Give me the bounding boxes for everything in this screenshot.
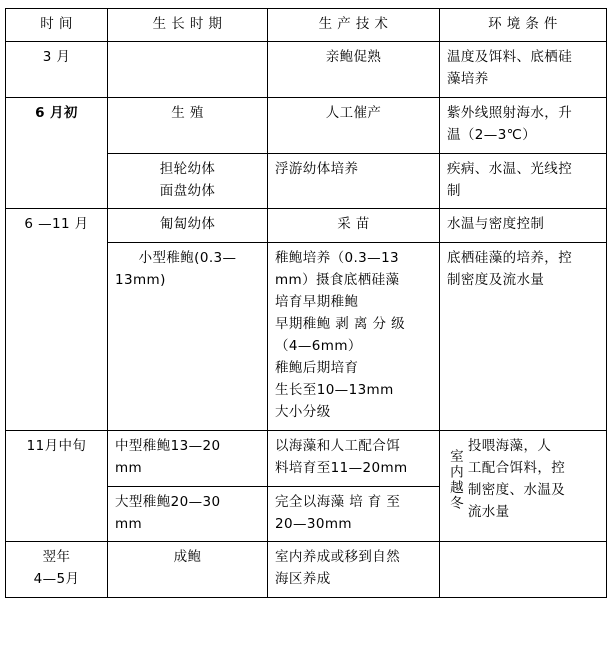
cell-stage-reproduction xyxy=(108,97,268,153)
table-header-row xyxy=(6,9,607,42)
time-line: 翌年 xyxy=(42,549,71,566)
tech-line: 料培育至11—20mm xyxy=(275,459,408,476)
cell-stage-creeping-larvae xyxy=(108,209,268,243)
column-header-production-technique: 生 产 技 术 xyxy=(268,9,440,42)
cell-tech-juvenile-rearing xyxy=(268,243,440,430)
tech-line: 浮游幼体培养 xyxy=(275,160,359,177)
stage-line: 面盘幼体 xyxy=(159,182,216,199)
tech-line: 海区养成 xyxy=(275,571,331,588)
env-line: 制密度及流水量 xyxy=(447,272,545,289)
cell-stage-adult-abalone xyxy=(108,542,268,598)
env-line: 投喂海藻，人 xyxy=(467,437,552,454)
cell-tech-seed-collection xyxy=(268,209,440,243)
tech-line: 室内养成或移到自然 xyxy=(275,549,401,566)
cell-time-next-year-april-may xyxy=(6,542,108,598)
cell-tech-planktonic-larvae xyxy=(268,153,440,209)
vertical-label-indoor-overwintering: 室内越冬 xyxy=(446,448,463,511)
stage-line: 小型稚鲍(0.3— xyxy=(138,250,237,267)
tech-line: 人工催产 xyxy=(325,104,382,121)
time-line: 4—5月 xyxy=(33,571,80,588)
cell-time-march: 3 月 xyxy=(6,41,108,97)
env-line: 制 xyxy=(447,182,461,199)
stage-line: mm xyxy=(115,459,143,476)
stage-line: 大型稚鲍20—30 xyxy=(115,493,221,510)
tech-line: 培育早期稚鲍 xyxy=(275,294,359,311)
tech-line: 稚鲍后期培育 xyxy=(275,359,359,376)
cell-tech-seaweed-only xyxy=(268,486,440,542)
tech-line: 亲鲍促熟 xyxy=(325,48,382,65)
cell-tech-march xyxy=(268,41,440,97)
cell-time-early-june: 6 月初 xyxy=(6,97,108,209)
table-row xyxy=(6,430,607,486)
cell-tech-grow-out xyxy=(268,542,440,598)
tech-line: 稚鲍培养（0.3—13 xyxy=(275,250,400,267)
cell-stage-small-juvenile xyxy=(108,243,268,430)
table-row xyxy=(6,41,607,97)
table-row xyxy=(6,209,607,243)
env-line: 工配合饵料，控 xyxy=(467,459,566,476)
stage-line: 中型稚鲍13—20 xyxy=(115,437,221,454)
env-line: 温度及饵料、底栖硅 xyxy=(447,48,573,65)
stage-line: 匍匐幼体 xyxy=(159,216,216,233)
cell-env-disease-temp-light xyxy=(440,153,607,209)
column-header-time: 时 间 xyxy=(6,9,108,42)
cell-env-temp-density xyxy=(440,209,607,243)
env-line: 流水量 xyxy=(467,503,510,520)
tech-line: mm）摄食底栖硅藻 xyxy=(275,272,400,289)
env-line: 底栖硅藻的培养，控 xyxy=(447,250,573,267)
cell-env-empty xyxy=(440,542,607,598)
tech-line: 以海藻和人工配合饵 xyxy=(275,437,401,454)
stage-line: mm xyxy=(115,515,143,532)
stage-line: 担轮幼体 xyxy=(159,160,216,177)
tech-line: 20—30mm xyxy=(275,515,352,532)
cell-env-uv-seawater xyxy=(440,97,607,153)
tech-line: 采 苗 xyxy=(337,216,370,233)
stage-line: 13mm) xyxy=(115,272,166,289)
cell-stage-medium-juvenile xyxy=(108,430,268,486)
cell-env-march xyxy=(440,41,607,97)
stage-line: 成鲍 xyxy=(173,549,202,566)
cell-env-overwintering-indoors xyxy=(440,430,607,542)
env-line: 温（2—3℃） xyxy=(447,126,537,143)
production-schedule-table xyxy=(5,8,607,598)
tech-line: 大小分级 xyxy=(275,403,331,420)
cell-time-mid-november: 11月中旬 xyxy=(6,430,108,542)
env-line: 水温与密度控制 xyxy=(447,216,545,233)
tech-line: 完全以海藻 培 育 至 xyxy=(275,493,401,510)
cell-stage-large-juvenile xyxy=(108,486,268,542)
tech-line: （4—6mm） xyxy=(275,338,362,355)
tech-line: 早期稚鲍 剥 离 分 级 xyxy=(275,316,405,333)
stage-line: 生 殖 xyxy=(171,104,204,121)
env-line: 紫外线照射海水，升 xyxy=(447,104,573,121)
tech-line: 生长至10—13mm xyxy=(275,381,394,398)
env-line: 藻培养 xyxy=(447,70,489,87)
cell-stage-empty xyxy=(108,41,268,97)
cell-stage-trochophore-veliger xyxy=(108,153,268,209)
cell-tech-artificial-spawning xyxy=(268,97,440,153)
env-line: 制密度、水温及 xyxy=(467,481,566,498)
table-row xyxy=(6,97,607,153)
column-header-growth-stage: 生 长 时 期 xyxy=(108,9,268,42)
column-header-environmental-conditions: 环 境 条 件 xyxy=(440,9,607,42)
table-row xyxy=(6,542,607,598)
cell-env-diatom-culture xyxy=(440,243,607,430)
cell-tech-seaweed-formulated-feed xyxy=(268,430,440,486)
cell-time-june-november: 6 —11 月 xyxy=(6,209,108,430)
env-line: 疾病、水温、光线控 xyxy=(447,160,573,177)
